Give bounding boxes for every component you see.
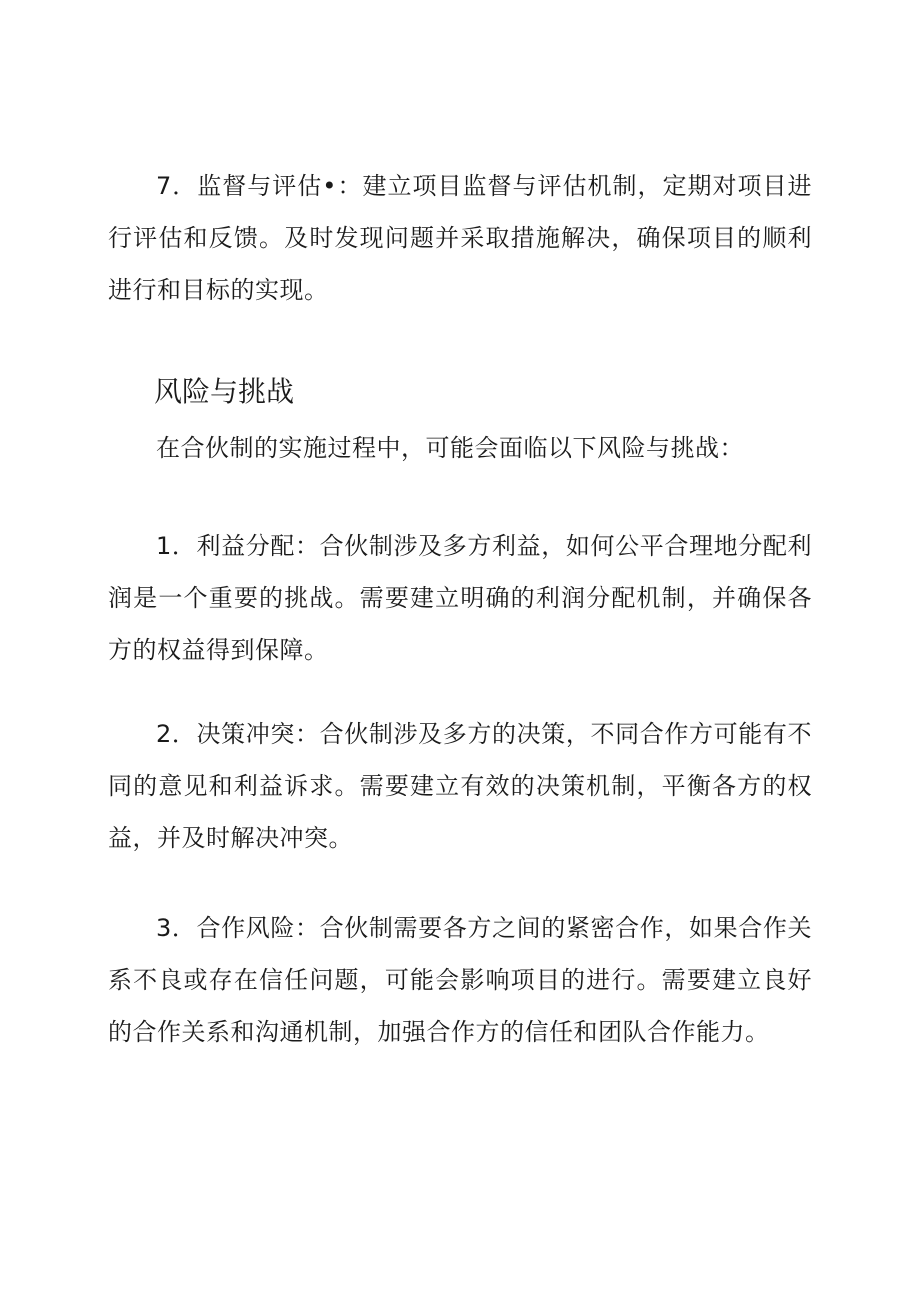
paragraph-risk-1: 1．利益分配：合伙制涉及多方利益，如何公平合理地分配利润是一个重要的挑战。需要建立明确的利润分配机制，并确保各方的权益得到保障。 — [108, 532, 812, 664]
section-heading-risks: 风险与挑战 — [154, 375, 295, 408]
paragraph-item-7: 7．监督与评估•：建立项目监督与评估机制，定期对项目进行评估和反馈。及时发现问题并采取措施解决，确保项目的顺利进行和目标的实现。 — [108, 172, 812, 304]
paragraph-risk-2: 2．决策冲突：合伙制涉及多方的决策，不同合作方可能有不同的意见和利益诉求。需要建立有效的决策机制，平衡各方的权益，并及时解决冲突。 — [108, 720, 812, 852]
section-intro: 在合伙制的实施过程中，可能会面临以下风险与挑战： — [156, 434, 744, 462]
paragraph-risk-3: 3．合作风险：合伙制需要各方之间的紧密合作，如果合作关系不良或存在信任问题，可能会影响项目的进行。需要建立良好的合作关系和沟通机制，加强合作方的信任和团队合作能力。 — [108, 914, 812, 1046]
